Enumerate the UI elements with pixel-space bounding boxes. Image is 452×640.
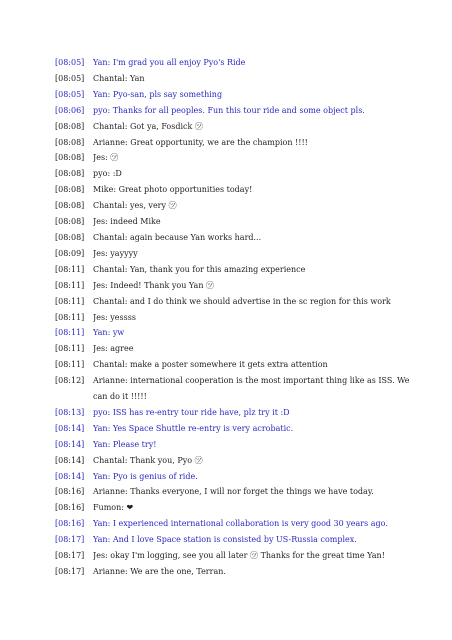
chat-message: Arianne: international cooperation is the most important thing like as ISS. We can do it !!!!!: [93, 376, 410, 402]
chat-message: Yan: yw: [93, 328, 125, 338]
chat-message: Arianne: Thanks everyone, I will nor forget the things we have today.: [93, 487, 374, 497]
chat-message: Chantal: Yan, thank you for this amazing experience: [93, 264, 306, 274]
chat-message: Yan: I'm grad you all enjoy Pyo's Ride: [93, 58, 246, 67]
chat-timestamp: [08:09]: [55, 248, 85, 258]
chat-timestamp: [08:14]: [55, 423, 85, 433]
chat-message: Fumon: ❤: [93, 503, 134, 513]
chat-line: [55, 325, 420, 341]
chat-message: Chantal: Yan: [93, 73, 145, 83]
chat-message: Mike: Great photo opportunities today!: [93, 185, 253, 195]
chat-timestamp: [08:17]: [55, 551, 85, 561]
chat-message: Arianne: We are the one, Terran.: [93, 567, 226, 576]
chat-timestamp: [08:06]: [55, 105, 85, 115]
chat-timestamp: [08:08]: [55, 185, 85, 195]
chat-timestamp: [08:08]: [55, 201, 85, 211]
chat-message: Jes: yessss: [93, 312, 136, 322]
chat-line: [55, 294, 420, 310]
chat-line: [55, 484, 420, 500]
chat-message: Chantal: yes, very ㋡: [93, 201, 177, 211]
chat-line: [55, 405, 420, 421]
chat-timestamp: [08:05]: [55, 58, 85, 67]
chat-timestamp: [08:16]: [55, 519, 85, 529]
chat-message: Jes: agree: [93, 344, 134, 354]
chat-line: [55, 516, 420, 532]
chat-line: [55, 548, 420, 564]
chat-timestamp: [08:17]: [55, 567, 85, 576]
chat-timestamp: [08:14]: [55, 439, 85, 449]
chat-timestamp: [08:17]: [55, 535, 85, 545]
chat-line: [55, 500, 420, 516]
chat-timestamp: [08:16]: [55, 487, 85, 497]
chat-timestamp: [08:11]: [55, 296, 85, 306]
chat-line: [55, 532, 420, 548]
chat-message: Chantal: again because Yan works hard...: [93, 232, 262, 242]
chat-message: Jes: ㋡: [93, 153, 119, 163]
chat-line: [55, 341, 420, 357]
chat-line: [55, 182, 420, 198]
chat-message: Jes: okay I'm logging, see you all later ㋡ Thanks for the great time Yan!: [93, 551, 385, 561]
chat-timestamp: [08:11]: [55, 264, 85, 274]
chat-message: Jes: indeed Mike: [93, 217, 161, 227]
chat-line: [55, 278, 420, 294]
chat-message: Yan: Pyo is genius of ride.: [93, 471, 198, 481]
chat-message: pyo: :D: [93, 169, 122, 179]
chat-timestamp: [08:14]: [55, 455, 85, 465]
chat-line: [55, 135, 420, 151]
chat-timestamp: [08:11]: [55, 312, 85, 322]
chat-timestamp: [08:12]: [55, 376, 85, 386]
chat-message: Jes: yayyyy: [93, 248, 138, 258]
chat-timestamp: [08:08]: [55, 217, 85, 227]
chat-message: Yan: Pyo-san, pls say something: [93, 89, 223, 99]
chat-timestamp: [08:11]: [55, 344, 85, 354]
chat-line: [55, 453, 420, 469]
chat-line: [55, 469, 420, 485]
chat-line: [55, 373, 420, 405]
chat-line: [55, 357, 420, 373]
chat-line: [55, 150, 420, 166]
chat-line: [55, 262, 420, 278]
chat-message: Yan: And I love Space station is consisted by US-Russia complex.: [93, 535, 357, 545]
chat-line: [55, 437, 420, 453]
chat-line: [55, 103, 420, 119]
chat-message: Chantal: make a poster somewhere it gets extra attention: [93, 360, 328, 370]
chat-line: [55, 198, 420, 214]
chat-message: Yan: Please try!: [93, 439, 157, 449]
chat-line: [55, 55, 420, 71]
chat-line: [55, 166, 420, 182]
chat-message: Chantal: and I do think we should advertise in the sc region for this work: [93, 296, 391, 306]
chat-timestamp: [08:11]: [55, 280, 85, 290]
chat-message: Chantal: Thank you, Pyo ㋡: [93, 455, 203, 465]
chat-message: Chantal: Got ya, Fosdick ㋡: [93, 121, 203, 131]
chat-line: [55, 246, 420, 262]
chat-message: pyo: ISS has re-entry tour ride have, plz try it :D: [93, 407, 290, 417]
chat-timestamp: [08:05]: [55, 89, 85, 99]
chat-timestamp: [08:08]: [55, 137, 85, 147]
chat-message: pyo: Thanks for all peoples. Fun this tour ride and some object pls.: [93, 105, 365, 115]
chat-line: [55, 87, 420, 103]
chat-line: [55, 71, 420, 87]
chat-message: Jes: Indeed! Thank you Yan ㋡: [93, 280, 215, 290]
chat-timestamp: [08:08]: [55, 153, 85, 163]
chat-line: [55, 310, 420, 326]
chat-line: [55, 230, 420, 246]
chat-timestamp: [08:13]: [55, 407, 85, 417]
chat-timestamp: [08:16]: [55, 503, 85, 513]
chat-line: [55, 214, 420, 230]
chat-message: Arianne: Great opportunity, we are the champion !!!!: [93, 137, 308, 147]
chat-timestamp: [08:14]: [55, 471, 85, 481]
chat-message: Yan: Yes Space Shuttle re-entry is very acrobatic.: [93, 423, 294, 433]
chat-timestamp: [08:11]: [55, 328, 85, 338]
chat-line: [55, 119, 420, 135]
chat-log: [55, 55, 420, 580]
chat-timestamp: [08:05]: [55, 73, 85, 83]
chat-timestamp: [08:08]: [55, 169, 85, 179]
chat-line: [55, 421, 420, 437]
chat-timestamp: [08:08]: [55, 121, 85, 131]
chat-timestamp: [08:11]: [55, 360, 85, 370]
chat-message: Yan: I experienced international collaboration is very good 30 years ago.: [93, 519, 388, 529]
chat-line: [55, 564, 420, 580]
chat-timestamp: [08:08]: [55, 232, 85, 242]
